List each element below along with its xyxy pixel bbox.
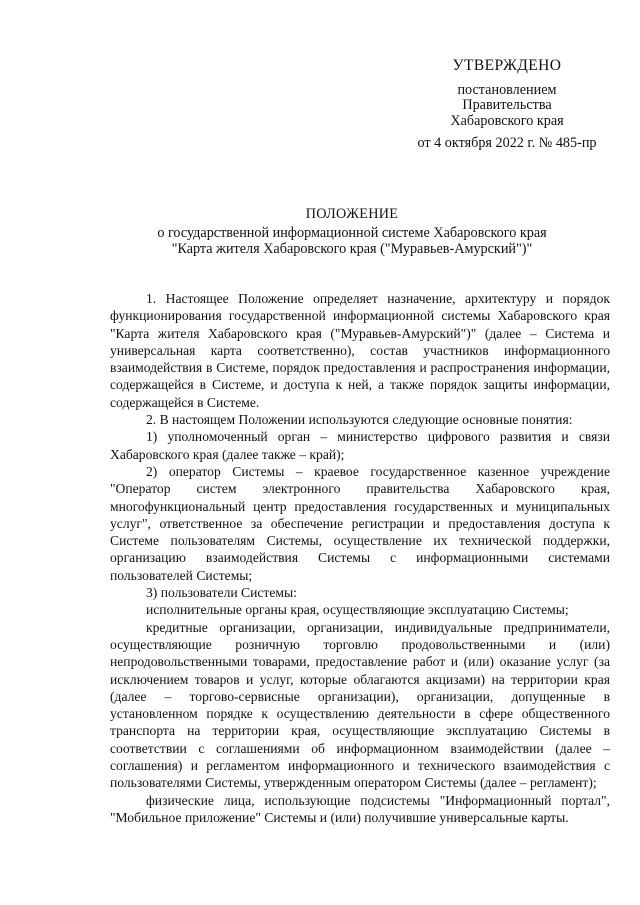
title-subtitle-1: о государственной информационной системе Хабаровского края	[157, 225, 547, 241]
approval-date: от 4 октября 2022 г. № 485-пр	[417, 135, 597, 151]
paragraph-1: 1. Настоящее Положение определяет назначение, архитектуру и порядок функционирования государственной информационной системы Хабаровского края "Карта жителя Хабаровского края ("Муравьев-Амурский")" (далее – Система и универсальная карта соответственно), состав участников информационного взаимодействия в Системе, порядок предоставления и распространения информации, содержащейся в Системе, и доступа к ней, а также порядок защиты информации, содержащейся в Системе.	[110, 291, 610, 410]
document-body	[110, 290, 610, 826]
approval-line-3: Хабаровского края	[450, 112, 564, 129]
approval-line-2: Правительства	[462, 97, 552, 113]
paragraph-6: исполнительные органы края, осуществляющие эксплуатацию Системы;	[146, 602, 569, 618]
approval-line-1: постановлением	[457, 81, 557, 98]
title-subtitle-2: "Карта жителя Хабаровского края ("Муравьев-Амурский")"	[171, 241, 533, 257]
paragraph-7: кредитные организации, организации, индивидуальные предприниматели, осуществляющие розничную торговлю продовольственными и (или) непродовольственными товарами, предоставление работ и (или) оказание услуг (за исключением товаров и услуг, которые облагаются акцизами) на территории края (далее – торгово-сервисные организации), организации, допущенные в установленном порядке к осуществлению деятельности в сфере общественного транспорта на территории края, осуществляющие эксплуатацию Системы в соответствии с соглашениями об информационном взаимодействии (далее – соглашения) и регламентом информационного и технического взаимодействия с пользователями Системы, утвержденным оператором Системы (далее – регламент);	[110, 619, 610, 791]
paragraph-3: 1) уполномоченный орган – министерство цифрового развития и связи Хабаровского края (далее также – край);	[110, 429, 610, 462]
paragraph-2: 2. В настоящем Положении используются следующие основные понятия:	[146, 412, 573, 428]
paragraph-5: 3) пользователи Системы:	[146, 585, 297, 601]
paragraph-4: 2) оператор Системы – краевое государственное казенное учреждение "Оператор систем электронного правительства Хабаровского края, многофункциональный центр предоставления государственных и муниципальных услуг", ответственное за обеспечение регистрации и предоставления доступа к Системе пользователям Системы, осуществление их технической поддержки, организацию взаимодействия Системы с информационными системами пользователей Системы;	[110, 463, 610, 583]
title-main: ПОЛОЖЕНИЕ	[305, 206, 399, 222]
document-title	[100, 206, 604, 257]
approval-title: УТВЕРЖДЕНО	[452, 57, 562, 74]
approval-stamp	[392, 58, 622, 152]
paragraph-8: физические лица, использующие подсистемы "Информационный портал", "Мобильное приложение" Системы и (или) получившие универсальные карты.	[110, 792, 610, 825]
